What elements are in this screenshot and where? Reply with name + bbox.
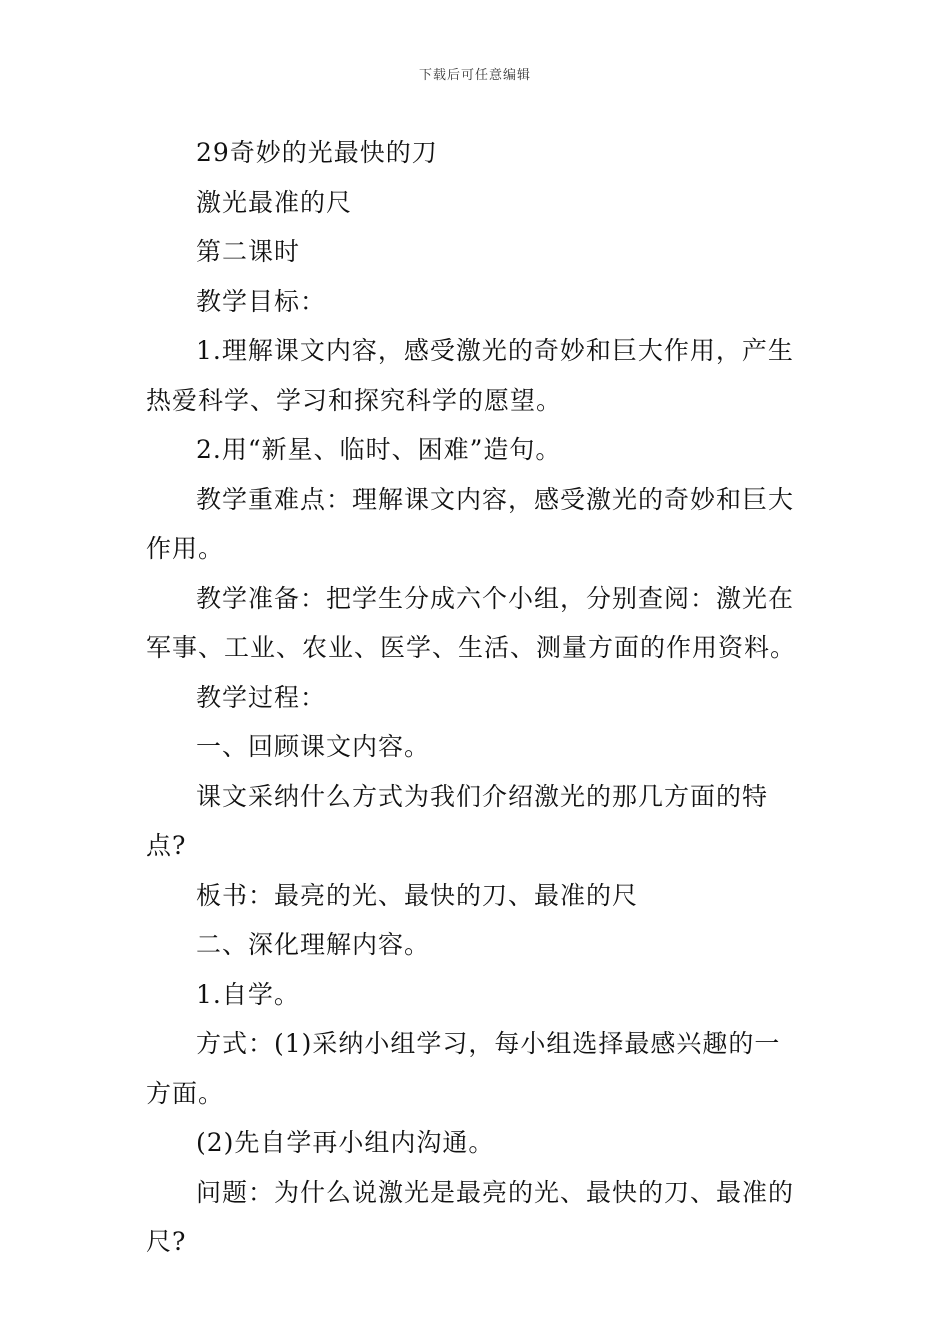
preparation: 教学准备：把学生分成六个小组，分别查阅：激光在军事、工业、农业、医学、生活、测量方面的作用资料。 — [146, 583, 797, 662]
section-1-question: 课文采纳什么方式为我们介绍激光的那几方面的特点? — [146, 781, 769, 860]
lesson-subtitle: 激光最准的尺 — [196, 187, 353, 217]
objectives-heading: 教学目标： — [196, 286, 327, 316]
process-heading: 教学过程： — [196, 682, 327, 712]
method-2: (2)先自学再小组内沟通。 — [196, 1128, 495, 1157]
objective-1: 1.理解课文内容，感受激光的奇妙和巨大作用，产生热爱科学、学习和探究科学的愿望。 — [146, 336, 794, 415]
step-self-study: 1.自学。 — [196, 979, 300, 1009]
blackboard-note: 板书：最亮的光、最快的刀、最准的尺 — [196, 880, 639, 910]
lesson-title: 29奇妙的光最快的刀 — [196, 138, 438, 167]
lesson-period: 第二课时 — [196, 237, 301, 266]
page-header: 下载后可任意编辑 — [418, 68, 531, 83]
method-1: 方式：(1)采纳小组学习，每小组选择最感兴趣的一方面。 — [146, 1029, 781, 1108]
discussion-question: 问题：为什么说激光是最亮的光、最快的刀、最准的尺? — [146, 1177, 795, 1256]
objective-2: 2.用“新星、临时、困难”造句。 — [196, 435, 562, 464]
key-difficulties: 教学重难点：理解课文内容，感受激光的奇妙和巨大作用。 — [146, 484, 795, 563]
section-1-heading: 一、回顾课文内容。 — [196, 732, 431, 761]
document-body — [146, 128, 806, 1267]
section-2-heading: 二、深化理解内容。 — [196, 930, 431, 959]
